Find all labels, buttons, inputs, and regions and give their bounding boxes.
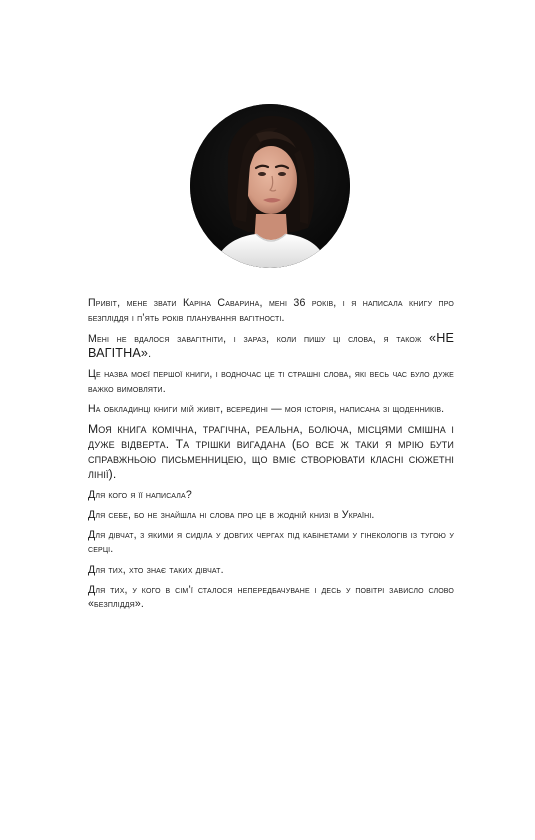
paragraph-for-girls: Для дівчат, з якими я сиділа у довгих чергах під кабінетами у гінекологів із тугою у серці. <box>88 528 454 556</box>
paragraph-cover: На обкладинці книги мій живіт, всередині — моя історія, написана зі щоденників. <box>88 403 445 416</box>
author-introduction <box>88 296 454 617</box>
paragraph-text: . <box>148 348 152 361</box>
book-title: «НЕ ВАГІТНА» <box>88 330 454 361</box>
paragraph-for-those-who-know: Для тих, хто знає таких дівчат. <box>88 563 224 576</box>
paragraph-text: Мені не вдалося завагітніти, і зараз, коли пишу ці слова, я також <box>88 332 430 345</box>
paragraph-for-families: Для тих, у кого в сім’ї сталося непередбачуване і десь у повітрі зависло слово «безпліддя». <box>88 583 454 611</box>
paragraph-not-pregnant <box>88 331 454 362</box>
paragraph-question: Для кого я її написала? <box>88 488 192 501</box>
paragraph-book-description: Моя книга комічна, трагічна, реальна, болюча, місцями смішна і дуже відверта. Та трішки вигадана (бо все ж таки я мрію бути справжньою письменницею, що вміє створювати класні сюжетні лінії). <box>88 422 454 482</box>
paragraph-intro: Привіт, мене звати Каріна Саварина, мені 36 років, і я написала книгу про безпліддя і п’ять років планування вагітності. <box>88 297 454 324</box>
author-portrait <box>190 104 350 268</box>
author-portrait-icon <box>190 104 350 268</box>
paragraph-for-self: Для себе, бо не знайшла ні слова про це в жодній книзі в Україні. <box>88 508 375 521</box>
paragraph-book-name: Це назва моєї першої книги, і водночас це ті страшні слова, які весь час було дуже важко вимовляти. <box>88 368 454 395</box>
